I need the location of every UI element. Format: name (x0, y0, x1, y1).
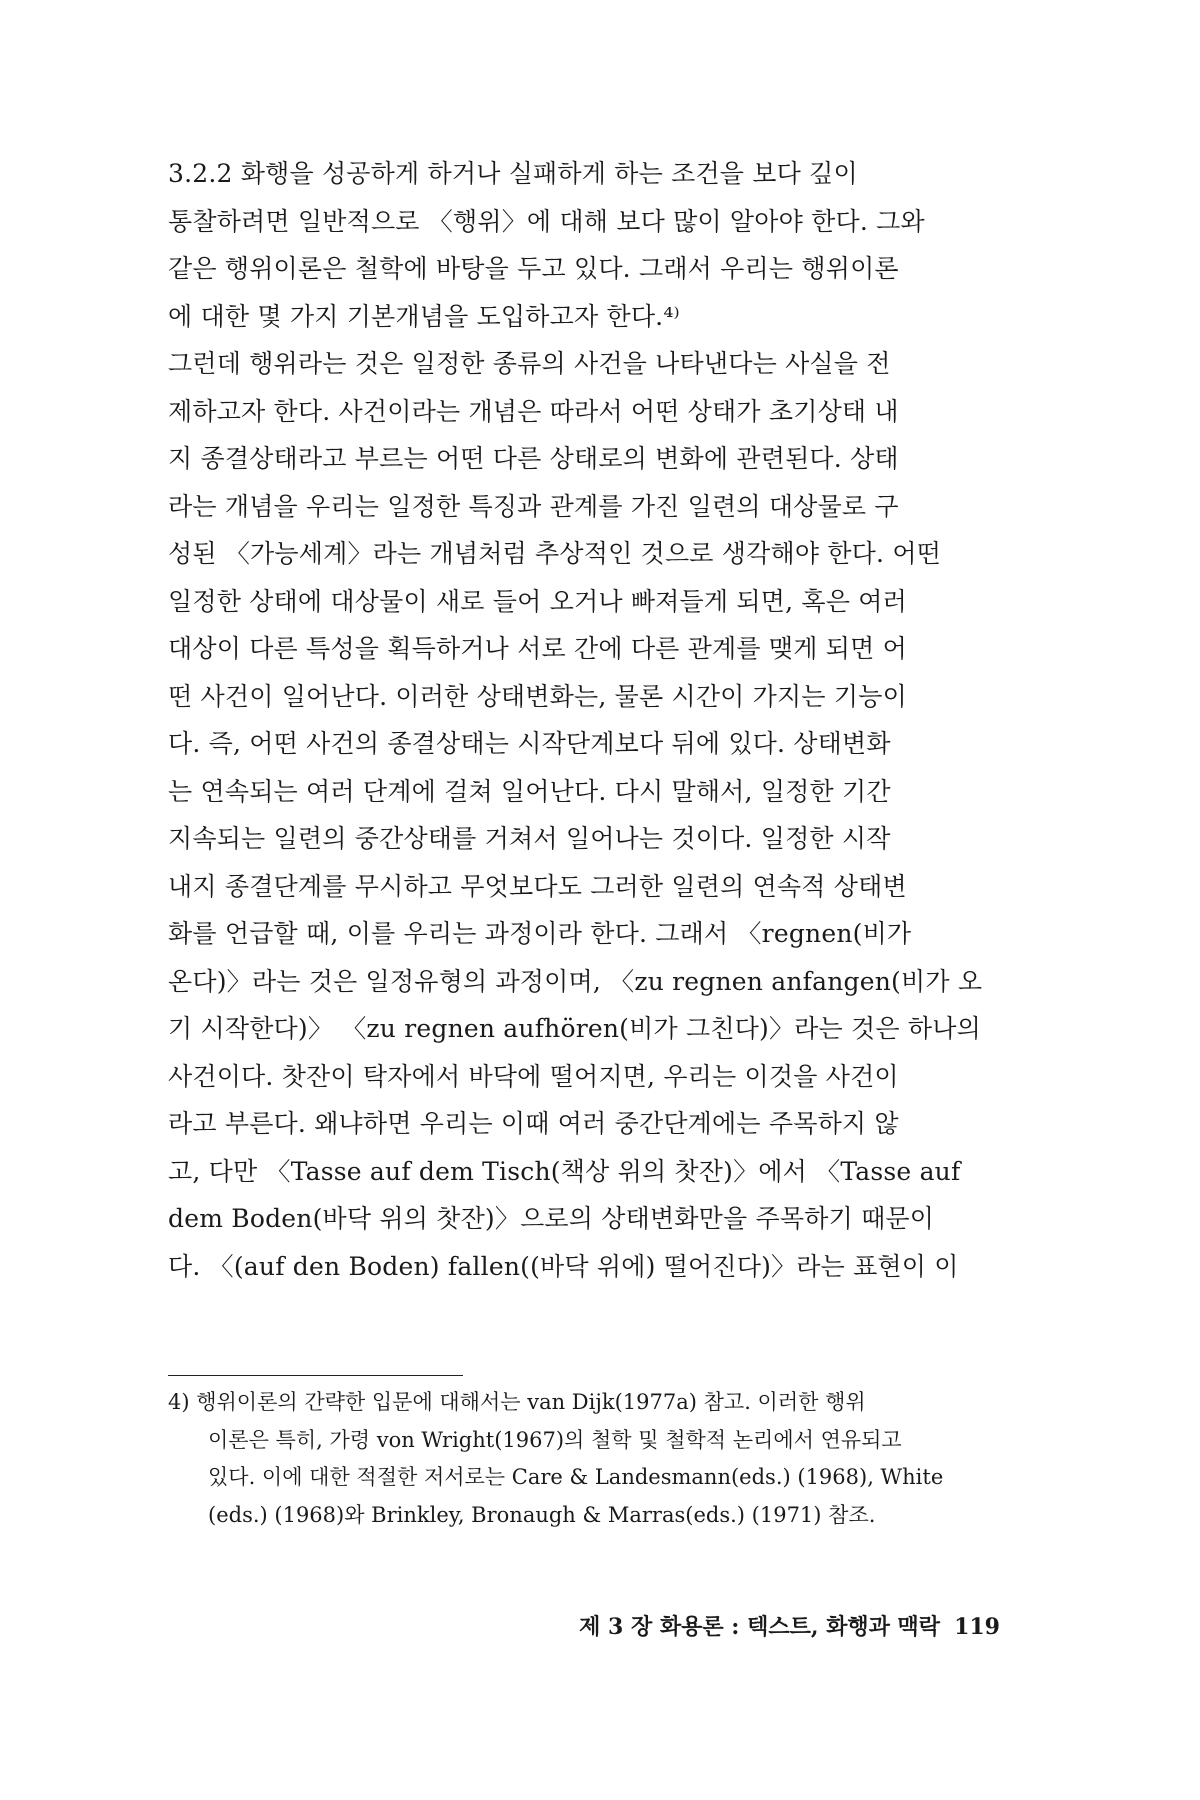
paragraph-line: 화를 언급할 때, 이를 우리는 과정이라 한다. 그래서 〈regnen(비가 (168, 919, 912, 948)
paragraph-line: 3.2.2 화행을 성공하게 하거나 실패하게 하는 조건을 보다 깊이 (168, 159, 858, 188)
paragraph-line: dem Boden(바닥 위의 찻잔)〉으로의 상태변화만을 주목하기 때문이 (168, 1204, 935, 1233)
page-number: 119 (954, 1614, 1000, 1640)
paragraph-line: 성된 〈가능세계〉라는 개념처럼 추상적인 것으로 생각해야 한다. 어떤 (168, 539, 942, 568)
running-footer (579, 1612, 1000, 1642)
paragraph-line: 지속되는 일련의 중간상태를 거쳐서 일어나는 것이다. 일정한 시작 (168, 824, 891, 853)
footnote-divider (168, 1375, 463, 1376)
paragraph-line: 내지 종결단계를 무시하고 무엇보다도 그러한 일련의 연속적 상태변 (168, 871, 907, 901)
paragraph-line: 다. 즉, 어떤 사건의 종결상태는 시작단계보다 뒤에 있다. 상태변화 (168, 729, 891, 758)
paragraph-line: 라고 부른다. 왜냐하면 우리는 이때 여러 중간단계에는 주목하지 않 (168, 1109, 899, 1138)
paragraph-line: 지 종결상태라고 부르는 어떤 다른 상태로의 변화에 관련된다. 상태 (168, 444, 899, 473)
paragraph-line: 같은 행위이론은 철학에 바탕을 두고 있다. 그래서 우리는 행위이론 (168, 254, 899, 283)
paragraph-line: 떤 사건이 일어난다. 이러한 상태변화는, 물론 시간이 가지는 기능이 (168, 681, 907, 711)
footnote (168, 1384, 1034, 1534)
paragraph-line: 온다)〉라는 것은 일정유형의 과정이며, 〈zu regnen anfangen(비가 오 (168, 966, 983, 996)
paragraph-line: 는 연속되는 여러 단계에 걸쳐 일어난다. 다시 말해서, 일정한 기간 (168, 776, 891, 806)
paragraph-line: 제하고자 한다. 사건이라는 개념은 따라서 어떤 상태가 초기상태 내 (168, 396, 899, 426)
paragraph-line: 고, 다만 〈Tasse auf dem Tisch(책상 위의 찻잔)〉에서 〈Tasse auf (168, 1156, 961, 1186)
paragraph-line: 에 대한 몇 가지 기본개념을 도입하고자 한다.⁴⁾ (168, 301, 680, 331)
footnote-line: (eds.) (1968)와 Brinkley, Bronaugh & Marras(eds.) (1971) 참조. (208, 1502, 876, 1527)
footnote-line: 이론은 특히, 가령 von Wright(1967)의 철학 및 철학적 논리에서 연유되고 (208, 1427, 902, 1452)
paragraph-line: 라는 개념을 우리는 일정한 특징과 관계를 가진 일련의 대상물로 구 (168, 491, 899, 521)
footnote-line: 있다. 이에 대한 적절한 저서로는 Care & Landesmann(eds.) (1968), White (208, 1465, 944, 1489)
paragraph-line: 통찰하려면 일반적으로 〈행위〉에 대해 보다 많이 알아야 한다. 그와 (168, 206, 925, 236)
paragraph-line: 다. 〈(auf den Boden) fallen((바닥 위에) 떨어진다)〉라는 표현이 이 (168, 1251, 959, 1281)
paragraph-line: 사건이다. 찻잔이 탁자에서 바닥에 떨어지면, 우리는 이것을 사건이 (168, 1061, 899, 1091)
footnote-line: 4) 행위이론의 간략한 입문에 대해서는 van Dijk(1977a) 참고. 이러한 행위 (168, 1390, 866, 1414)
paragraph-line: 그런데 행위라는 것은 일정한 종류의 사건을 나타낸다는 사실을 전 (168, 349, 891, 378)
body-text (168, 150, 1034, 1290)
paragraph-line: 기 시작한다)〉 〈zu regnen aufhören(비가 그친다)〉라는 것은 하나의 (168, 1014, 981, 1043)
paragraph-line: 대상이 다른 특성을 획득하거나 서로 간에 다른 관계를 맺게 되면 어 (168, 634, 907, 663)
footer-chapter-title: 제 3 장 화용론 : 텍스트, 화행과 맥락 (579, 1614, 941, 1640)
paragraph-line: 일정한 상태에 대상물이 새로 들어 오거나 빠져들게 되면, 혹은 여러 (168, 586, 907, 616)
